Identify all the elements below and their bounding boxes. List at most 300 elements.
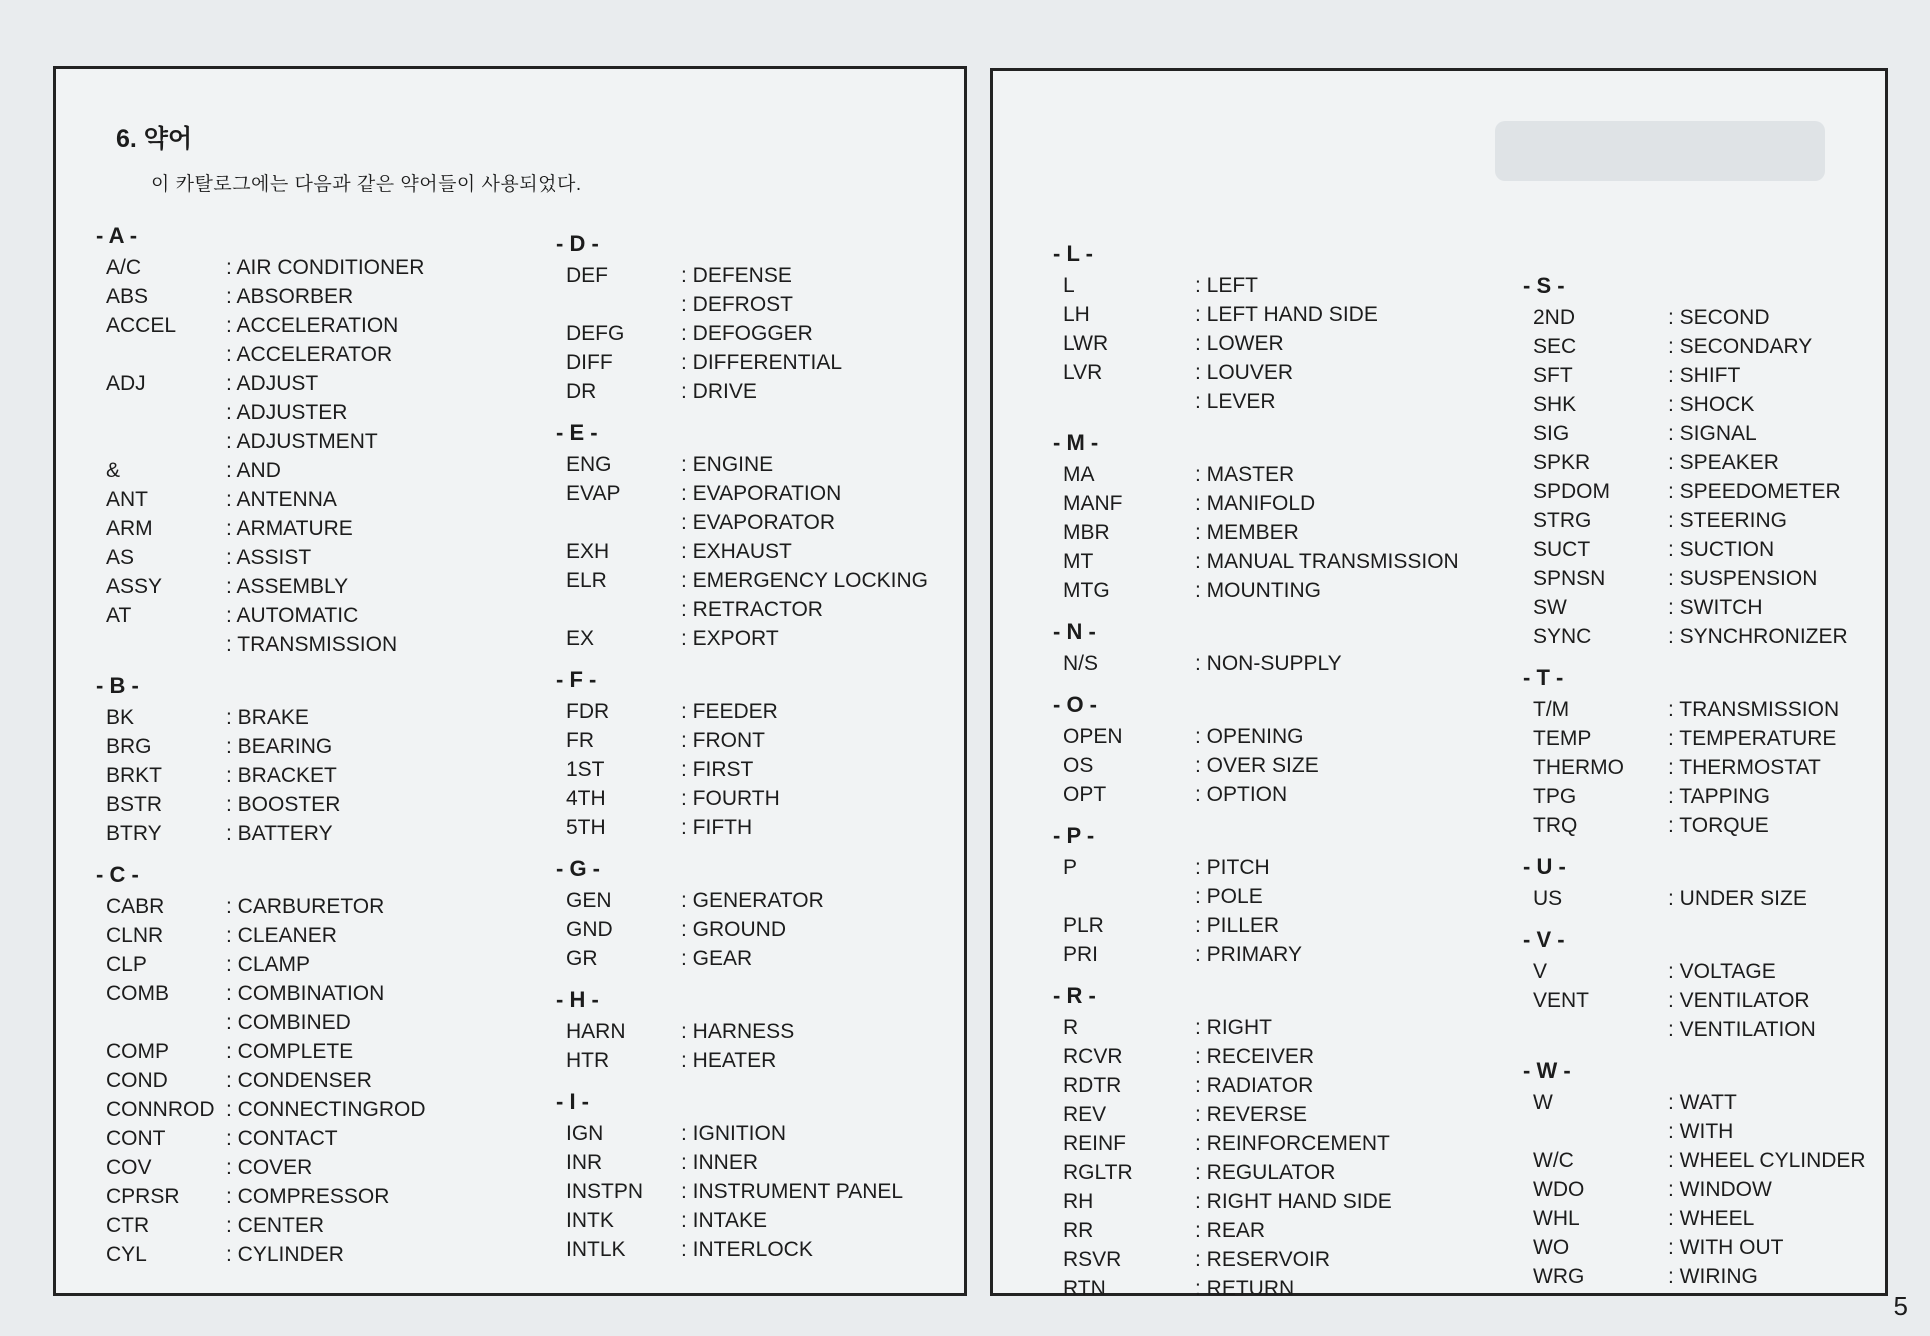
abbreviation-row [566,1206,966,1235]
abbreviation-row [106,456,476,485]
definition-list [1195,1216,1493,1245]
abbreviation: SEC [1533,335,1577,358]
abbreviation-row [106,311,476,369]
definition: : RIGHT HAND SIDE [1195,1187,1493,1216]
abbreviation-row [106,369,476,456]
abbreviation: ASSY [106,575,163,598]
letter-heading: - U - [1523,854,1566,879]
definition-list [1195,300,1493,329]
definition: : AND [226,456,476,485]
letter-heading: - G - [556,856,600,881]
definition-list [1668,1088,1883,1146]
letter-heading: - W - [1523,1058,1571,1083]
abbreviation: W/C [1533,1149,1574,1172]
abbreviation-row [1063,1013,1493,1042]
abbreviation: EX [566,627,595,650]
definition-list [226,1124,476,1153]
abbreviation-row [106,253,476,282]
abbreviation-row [1063,1158,1493,1187]
definition-list [226,892,476,921]
group-spacer [566,842,966,852]
abbreviation-row [1533,1088,1883,1146]
abbreviation: MT [1063,550,1094,573]
abbreviation-row [106,1211,476,1240]
abbreviation-row [1063,547,1493,576]
abbreviation: BRG [106,735,152,758]
abbreviation-row [1063,1129,1493,1158]
letter-heading: - E - [556,420,598,445]
group-spacer [1063,416,1493,426]
definition-list [681,755,966,784]
letter-heading: - R - [1053,983,1096,1008]
abbreviation-row [1063,1071,1493,1100]
abbreviation-row [1533,753,1883,782]
abbreviation-row [566,755,966,784]
definition: : SPEAKER [1668,448,1883,477]
definition-list [226,311,476,369]
definition-list [226,572,476,601]
definition: : WHEEL [1668,1204,1883,1233]
definition-list [1668,986,1883,1044]
group-spacer [1533,913,1883,923]
abbreviation: FDR [566,700,610,723]
definition: : SHOCK [1668,390,1883,419]
abbreviation: AT [106,604,132,627]
definition: : CYLINDER [226,1240,476,1269]
group-spacer [566,653,966,663]
definition-list [1668,811,1883,840]
definition: : POLE [1195,882,1493,911]
abbreviation: MTG [1063,579,1110,602]
definition: : DIFFERENTIAL [681,348,966,377]
abbreviation-row [1063,518,1493,547]
definition: : VOLTAGE [1668,957,1883,986]
abbreviation-row [1533,695,1883,724]
abbreviation-row [566,450,966,479]
definition: : ACCELERATION [226,311,476,340]
abbreviation-row [1063,649,1493,678]
definition-list [1668,1175,1883,1204]
abbreviation: OPT [1063,783,1107,806]
definition: : STEERING [1668,506,1883,535]
abbreviation: SPDOM [1533,480,1611,503]
definition-list [681,566,966,624]
definition: : COMPRESSOR [226,1182,476,1211]
abbreviation-row [1533,448,1883,477]
definition: : WINDOW [1668,1175,1883,1204]
definition: : BRAKE [226,703,476,732]
group-spacer [1533,651,1883,661]
definition: : LEVER [1195,387,1493,416]
definition-list [1195,329,1493,358]
definition: : REVERSE [1195,1100,1493,1129]
definition-list [681,479,966,537]
definition-list [226,979,476,1037]
abbreviation-row [106,1240,476,1269]
definition: : HARNESS [681,1017,966,1046]
abbreviation-column [556,227,966,1264]
definition: : SECOND [1668,303,1883,332]
definition-list [681,915,966,944]
abbreviation-row [106,1153,476,1182]
abbreviation: WDO [1533,1178,1585,1201]
bleed-through-shape [1495,121,1825,181]
definition: : OPTION [1195,780,1493,809]
abbreviation-row [566,915,966,944]
definition-list [1668,390,1883,419]
definition-list [226,1211,476,1240]
definition-list [1668,448,1883,477]
definition: : HEATER [681,1046,966,1075]
definition-list [681,1177,966,1206]
abbreviation: 2ND [1533,306,1576,329]
abbreviation-row [1063,853,1493,911]
abbreviation-row [1533,782,1883,811]
definition-list [1195,518,1493,547]
abbreviation-row [1063,271,1493,300]
definition-list [1668,303,1883,332]
abbreviation: ABS [106,285,149,308]
definition: : MANUAL TRANSMISSION [1195,547,1493,576]
definition-list [1195,271,1493,300]
abbreviation: MANF [1063,492,1123,515]
abbreviation: OS [1063,754,1094,777]
definition-list [681,726,966,755]
definition-list [226,1066,476,1095]
definition-list [681,1119,966,1148]
abbreviation-row [566,319,966,348]
definition: : CONNECTINGROD [226,1095,476,1124]
definition-list [681,944,966,973]
abbreviation-row [566,624,966,653]
abbreviation-row [1533,957,1883,986]
definition-list [226,601,476,659]
definition-list [681,886,966,915]
abbreviation: N/S [1063,652,1099,675]
definition: : ADJUSTER [226,398,476,427]
group-spacer [566,406,966,416]
abbreviation-row [1063,911,1493,940]
definition: : WITH OUT [1668,1233,1883,1262]
definition-list [681,319,966,348]
abbreviation-row [1533,419,1883,448]
definition: : MASTER [1195,460,1493,489]
definition: : DEFROST [681,290,966,319]
definition: : EXPORT [681,624,966,653]
definition: : SUCTION [1668,535,1883,564]
abbreviation-row [1533,622,1883,651]
letter-heading: - T - [1523,665,1564,690]
definition-list [1195,358,1493,387]
definition-list [1668,593,1883,622]
definition: : VENTILATOR [1668,986,1883,1015]
abbreviation: TEMP [1533,727,1592,750]
definition: : SWITCH [1668,593,1883,622]
section-title: 6. 약어 [116,125,193,153]
abbreviation: US [1533,887,1563,910]
abbreviation-row [1063,358,1493,387]
definition-list [681,697,966,726]
abbreviation-row [106,601,476,659]
abbreviation: RSVR [1063,1248,1122,1271]
abbreviation-row [106,1066,476,1095]
definition: : WITH [1668,1117,1883,1146]
definition: : INTERLOCK [681,1235,966,1264]
left-page-panel [53,66,967,1296]
abbreviation-column [96,219,476,1269]
definition-list [1668,419,1883,448]
group-spacer [106,659,476,669]
definition-list [1195,1013,1493,1042]
abbreviation: CONNROD [106,1098,215,1121]
definition: : WIRING [1668,1262,1883,1291]
group-spacer [1063,678,1493,688]
abbreviation-row [106,1124,476,1153]
definition-list [1195,576,1493,605]
abbreviation: SPNSN [1533,567,1606,590]
abbreviation: L [1063,274,1075,297]
abbreviation: SW [1533,596,1567,619]
abbreviation-row [566,348,966,377]
definition-list [1195,722,1493,751]
abbreviation: CABR [106,895,165,918]
abbreviation: W [1533,1091,1553,1114]
definition-list [1195,780,1493,809]
abbreviation-row [106,282,476,311]
definition: : INNER [681,1148,966,1177]
abbreviation-row [566,1017,966,1046]
definition-list [226,761,476,790]
definition: : CONDENSER [226,1066,476,1095]
abbreviation: BK [106,706,135,729]
group-spacer [1063,809,1493,819]
definition: : OVER SIZE [1195,751,1493,780]
definition-list [681,813,966,842]
abbreviation-row [566,479,966,537]
abbreviation: COV [106,1156,152,1179]
definition: : BEARING [226,732,476,761]
definition: : REAR [1195,1216,1493,1245]
letter-heading: - C - [96,862,139,887]
definition-list [226,790,476,819]
abbreviation-row [1063,460,1493,489]
definition: : THERMOSTAT [1668,753,1883,782]
definition-list [1195,940,1493,969]
definition: : COVER [226,1153,476,1182]
abbreviation: WO [1533,1236,1570,1259]
group-spacer [566,1075,966,1085]
abbreviation: CLNR [106,924,164,947]
abbreviation-row [106,1182,476,1211]
abbreviation-row [1533,506,1883,535]
page-number: 5 [1893,1291,1908,1321]
abbreviation-row [1533,303,1883,332]
abbreviation-row [1063,300,1493,329]
abbreviation-row [1533,390,1883,419]
abbreviation-row [106,572,476,601]
letter-heading: - N - [1053,619,1096,644]
definition-list [1668,1146,1883,1175]
definition-list [226,369,476,456]
abbreviation-row [106,790,476,819]
definition-list [1195,1158,1493,1187]
abbreviation-row [1063,1245,1493,1274]
definition-list [681,784,966,813]
definition-list [681,377,966,406]
definition: : BATTERY [226,819,476,848]
definition-list [681,1017,966,1046]
definition: : DEFENSE [681,261,966,290]
abbreviation: COND [106,1069,168,1092]
definition-list [681,348,966,377]
definition: : WHEEL CYLINDER [1668,1146,1883,1175]
abbreviation: PLR [1063,914,1104,937]
abbreviation-row [106,892,476,921]
abbreviation: REV [1063,1103,1107,1126]
definition: : PITCH [1195,853,1493,882]
definition-list [681,624,966,653]
abbreviation: 5TH [566,816,606,839]
abbreviation: LVR [1063,361,1103,384]
definition: : AUTOMATIC [226,601,476,630]
definition: : ADJUSTMENT [226,427,476,456]
abbreviation: AS [106,546,135,569]
definition: : RECEIVER [1195,1042,1493,1071]
definition-list [1668,1233,1883,1262]
abbreviation: CLP [106,953,147,976]
abbreviation: R [1063,1016,1079,1039]
abbreviation: INTLK [566,1238,626,1261]
definition: : GEAR [681,944,966,973]
definition-list [226,485,476,514]
definition-list [226,1153,476,1182]
abbreviation-row [1533,986,1883,1044]
definition: : EXHAUST [681,537,966,566]
abbreviation-row [1533,1146,1883,1175]
letter-heading: - L - [1053,241,1093,266]
abbreviation-row [1533,1262,1883,1291]
abbreviation-row [1533,1175,1883,1204]
letter-heading: - O - [1053,692,1097,717]
abbreviation: A/C [106,256,142,279]
abbreviation: OPEN [1063,725,1123,748]
definition-list [226,456,476,485]
definition-list [1668,884,1883,913]
definition: : NON-SUPPLY [1195,649,1493,678]
definition-list [1195,1187,1493,1216]
definition: : SHIFT [1668,361,1883,390]
abbreviation: WHL [1533,1207,1580,1230]
abbreviation: GEN [566,889,612,912]
definition: : TRANSMISSION [1668,695,1883,724]
definition-list [1668,506,1883,535]
abbreviation: VENT [1533,989,1590,1012]
definition: : CONTACT [226,1124,476,1153]
abbreviation-row [106,703,476,732]
abbreviation: BRKT [106,764,163,787]
definition: : ANTENNA [226,485,476,514]
abbreviation-row [1063,1216,1493,1245]
abbreviation-row [566,261,966,319]
abbreviation: INR [566,1151,603,1174]
abbreviation: MA [1063,463,1095,486]
abbreviation: INTK [566,1209,614,1232]
abbreviation-row [1533,1204,1883,1233]
abbreviation: STRG [1533,509,1592,532]
definition: : SPEEDOMETER [1668,477,1883,506]
abbreviation-column [1053,237,1493,1303]
abbreviation-row [566,1119,966,1148]
definition-list [1668,622,1883,651]
definition: : MANIFOLD [1195,489,1493,518]
abbreviation-row [566,1235,966,1264]
abbreviation-row [566,566,966,624]
definition-list [1195,649,1493,678]
definition: : LOUVER [1195,358,1493,387]
definition: : BOOSTER [226,790,476,819]
abbreviation-row [566,537,966,566]
definition: : FRONT [681,726,966,755]
definition-list [226,514,476,543]
definition-list [1195,460,1493,489]
abbreviation: GR [566,947,598,970]
definition-list [1195,489,1493,518]
definition-list [1195,1042,1493,1071]
abbreviation-row [566,944,966,973]
abbreviation-row [566,886,966,915]
abbreviation: CONT [106,1127,166,1150]
definition-list [226,921,476,950]
definition: : RIGHT [1195,1013,1493,1042]
definition-list [681,1046,966,1075]
definition-list [1195,1245,1493,1274]
abbreviation: BSTR [106,793,163,816]
definition-list [226,282,476,311]
letter-heading: - B - [96,673,139,698]
group-spacer [106,848,476,858]
definition: : SUSPENSION [1668,564,1883,593]
definition-list [681,1148,966,1177]
abbreviation-row [566,377,966,406]
definition-list [1195,853,1493,911]
definition: : UNDER SIZE [1668,884,1883,913]
abbreviation: V [1533,960,1548,983]
abbreviation-row [1063,1274,1493,1303]
definition-list [1668,1204,1883,1233]
definition: : ABSORBER [226,282,476,311]
definition-list [226,950,476,979]
group-spacer [1063,969,1493,979]
abbreviation-row [1533,564,1883,593]
abbreviation: COMB [106,982,169,1005]
abbreviation: CPRSR [106,1185,180,1208]
abbreviation: PRI [1063,943,1099,966]
abbreviation-row [1063,1100,1493,1129]
definition-list [681,450,966,479]
definition-list [1195,1274,1493,1303]
abbreviation-row [106,485,476,514]
definition: : FOURTH [681,784,966,813]
abbreviation-row [566,1177,966,1206]
definition: : CARBURETOR [226,892,476,921]
abbreviation-row [1533,535,1883,564]
definition: : PRIMARY [1195,940,1493,969]
abbreviation: EXH [566,540,610,563]
definition: : RETURN [1195,1274,1493,1303]
letter-heading: - I - [556,1089,589,1114]
definition: : ACCELERATOR [226,340,476,369]
definition: : PILLER [1195,911,1493,940]
